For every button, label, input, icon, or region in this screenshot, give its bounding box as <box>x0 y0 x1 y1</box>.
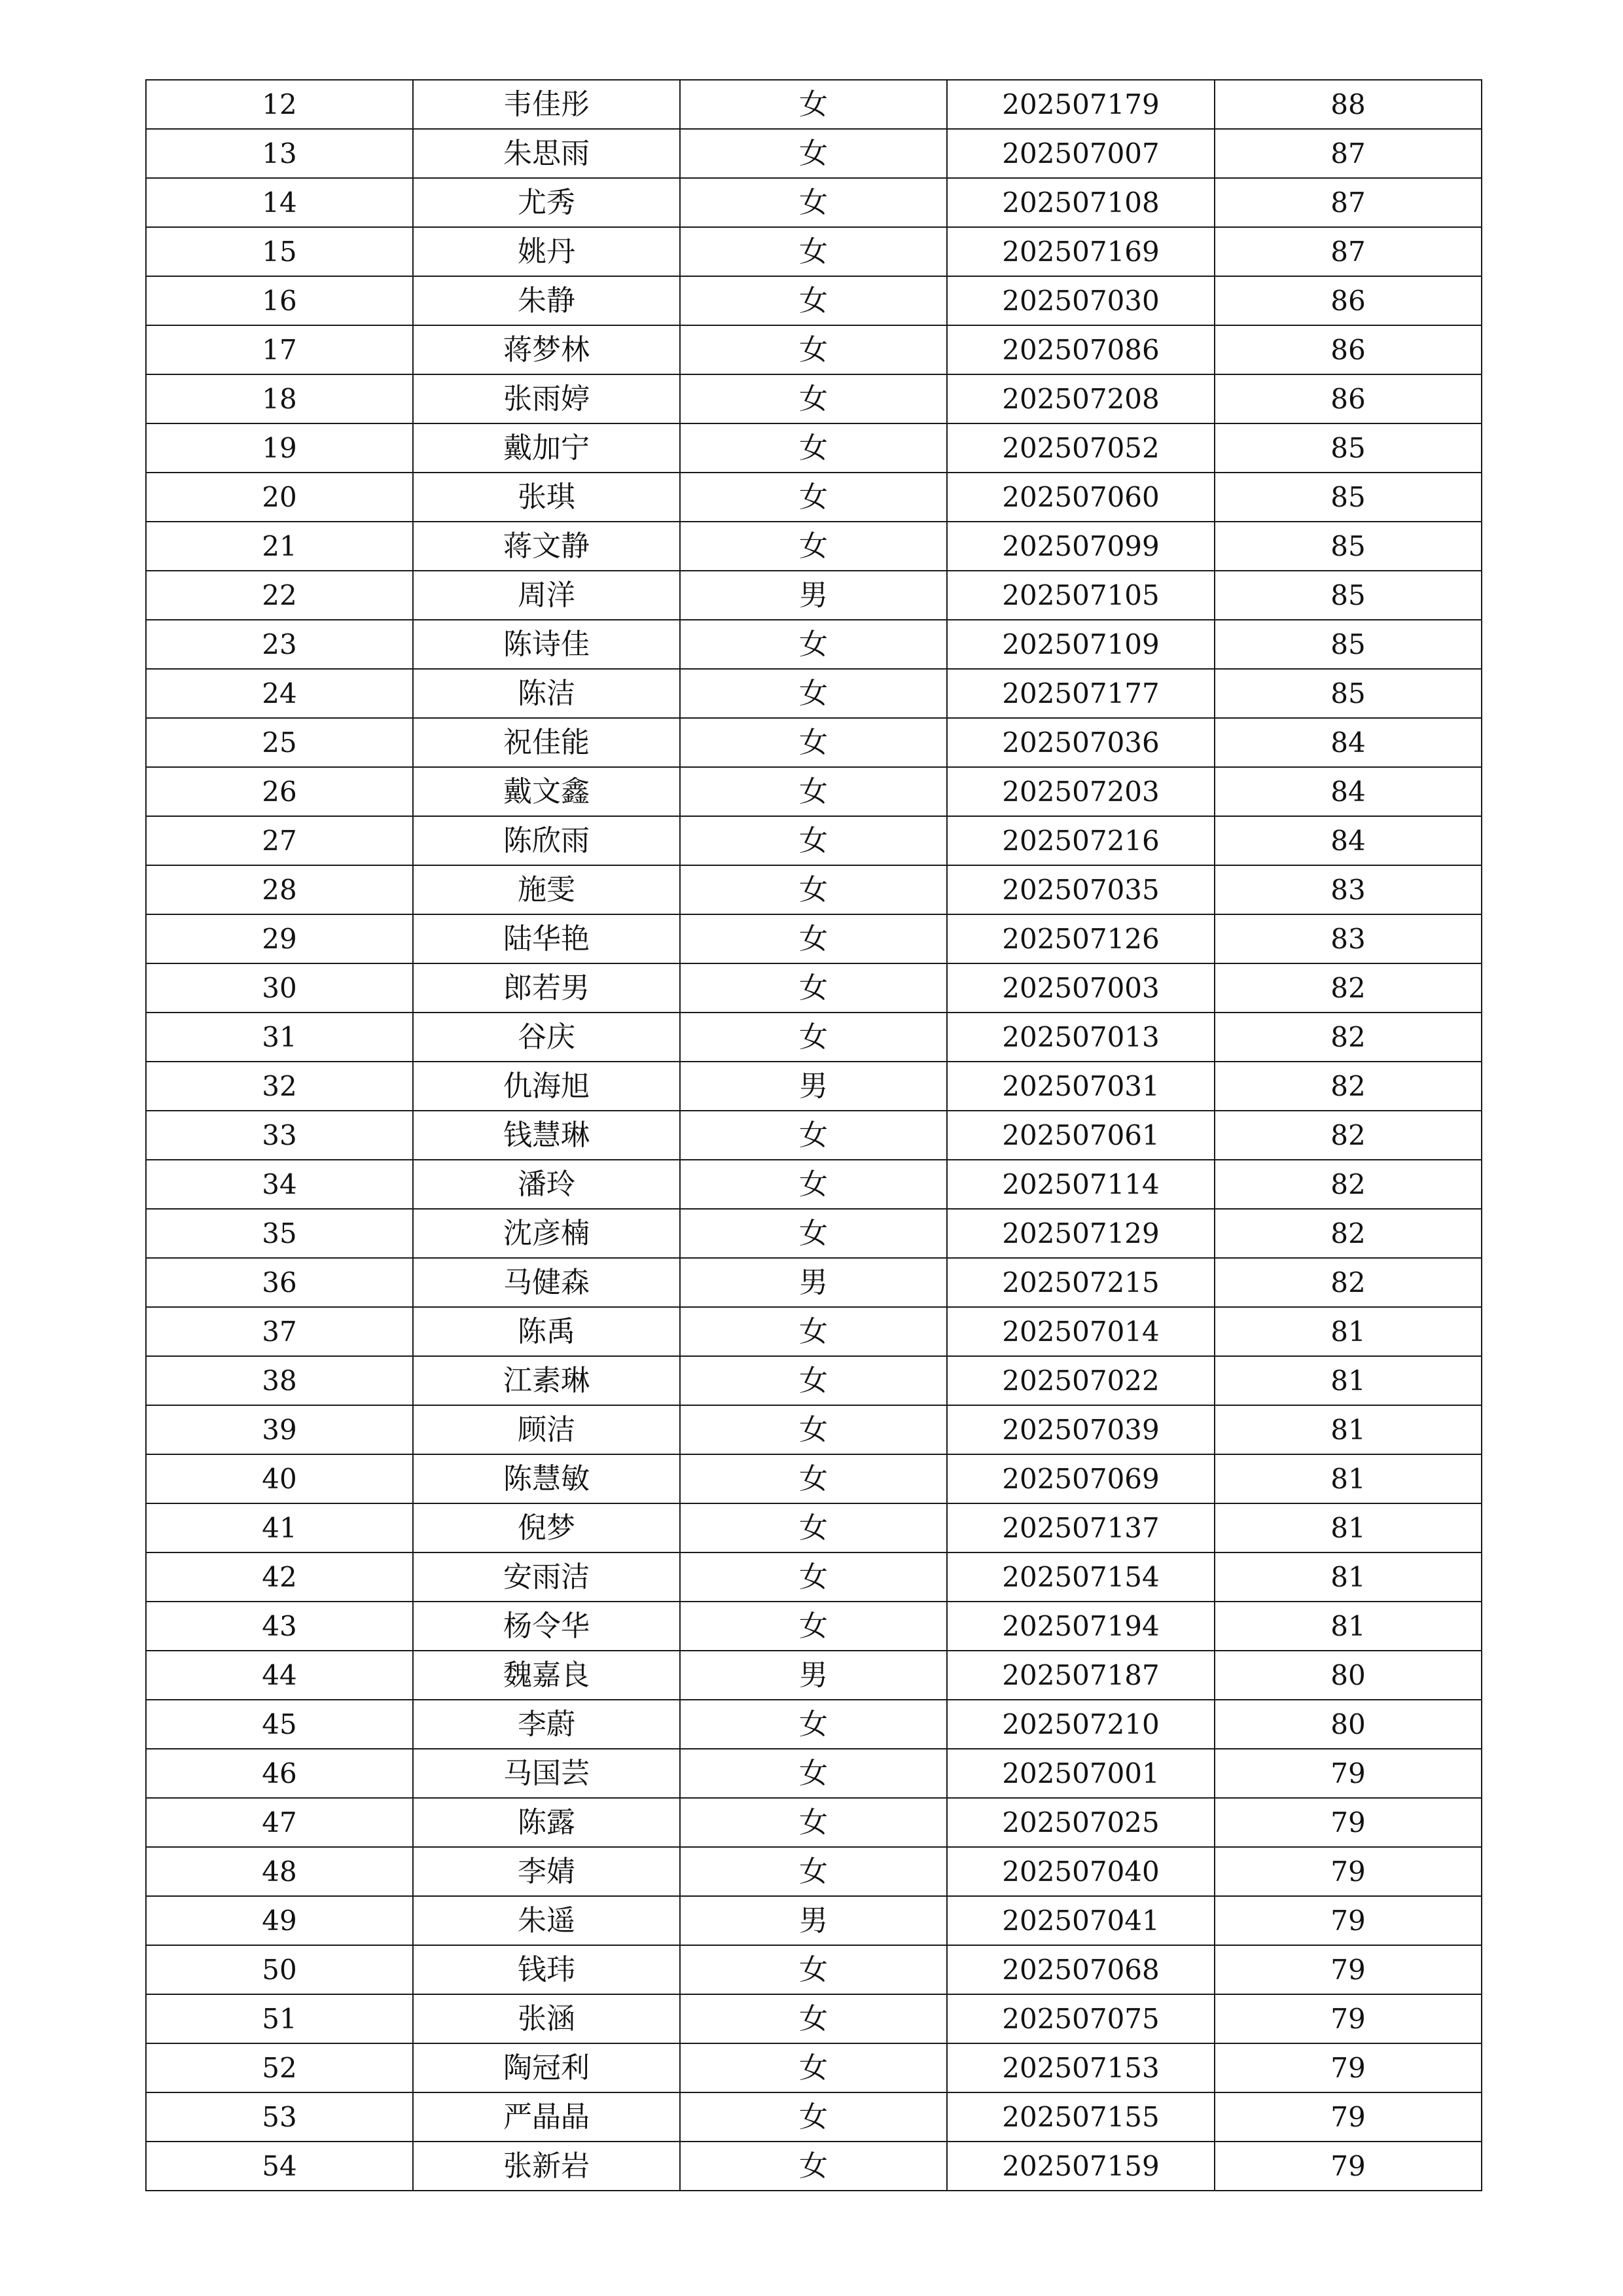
table-row <box>146 2092 1482 2142</box>
name-cell: 陈慧敏 <box>413 1454 680 1503</box>
rank-cell: 51 <box>146 1994 413 2043</box>
exam-id-cell: 202507035 <box>947 865 1215 914</box>
name-cell: 张新岩 <box>413 2142 680 2191</box>
rank-cell: 35 <box>146 1209 413 1258</box>
rank-cell: 45 <box>146 1700 413 1749</box>
score-cell: 85 <box>1215 473 1482 522</box>
score-cell: 85 <box>1215 522 1482 571</box>
gender-cell: 女 <box>680 374 947 423</box>
gender-cell: 女 <box>680 914 947 963</box>
rank-cell: 49 <box>146 1896 413 1945</box>
exam-id-cell: 202507052 <box>947 423 1215 473</box>
table-row <box>146 1209 1482 1258</box>
table-row <box>146 1552 1482 1602</box>
table-row <box>146 914 1482 963</box>
results-table <box>145 79 1482 2191</box>
exam-id-cell: 202507041 <box>947 1896 1215 1945</box>
rank-cell: 34 <box>146 1160 413 1209</box>
name-cell: 张琪 <box>413 473 680 522</box>
gender-cell: 女 <box>680 227 947 276</box>
score-cell: 82 <box>1215 1062 1482 1111</box>
exam-id-cell: 202507210 <box>947 1700 1215 1749</box>
score-cell: 81 <box>1215 1307 1482 1356</box>
name-cell: 陈洁 <box>413 669 680 718</box>
rank-cell: 30 <box>146 963 413 1013</box>
exam-id-cell: 202507216 <box>947 816 1215 865</box>
table-row <box>146 669 1482 718</box>
gender-cell: 女 <box>680 276 947 325</box>
gender-cell: 女 <box>680 1552 947 1602</box>
score-cell: 84 <box>1215 718 1482 767</box>
rank-cell: 44 <box>146 1651 413 1700</box>
rank-cell: 25 <box>146 718 413 767</box>
rank-cell: 29 <box>146 914 413 963</box>
score-cell: 81 <box>1215 1602 1482 1651</box>
score-cell: 84 <box>1215 816 1482 865</box>
gender-cell: 女 <box>680 767 947 816</box>
score-cell: 79 <box>1215 1847 1482 1896</box>
rank-cell: 13 <box>146 129 413 178</box>
name-cell: 李蔚 <box>413 1700 680 1749</box>
exam-id-cell: 202507126 <box>947 914 1215 963</box>
exam-id-cell: 202507075 <box>947 1994 1215 2043</box>
exam-id-cell: 202507001 <box>947 1749 1215 1798</box>
gender-cell: 女 <box>680 1209 947 1258</box>
gender-cell: 女 <box>680 1700 947 1749</box>
exam-id-cell: 202507030 <box>947 276 1215 325</box>
score-cell: 81 <box>1215 1405 1482 1454</box>
exam-id-cell: 202507003 <box>947 963 1215 1013</box>
name-cell: 戴文鑫 <box>413 767 680 816</box>
exam-id-cell: 202507060 <box>947 473 1215 522</box>
rank-cell: 54 <box>146 2142 413 2191</box>
table-row <box>146 1405 1482 1454</box>
rank-cell: 23 <box>146 620 413 669</box>
score-cell: 82 <box>1215 1258 1482 1307</box>
table-row <box>146 2043 1482 2092</box>
name-cell: 姚丹 <box>413 227 680 276</box>
rank-cell: 28 <box>146 865 413 914</box>
gender-cell: 女 <box>680 473 947 522</box>
gender-cell: 男 <box>680 571 947 620</box>
table-row <box>146 1307 1482 1356</box>
score-cell: 82 <box>1215 1111 1482 1160</box>
gender-cell: 女 <box>680 1356 947 1405</box>
rank-cell: 27 <box>146 816 413 865</box>
exam-id-cell: 202507187 <box>947 1651 1215 1700</box>
rank-cell: 38 <box>146 1356 413 1405</box>
exam-id-cell: 202507194 <box>947 1602 1215 1651</box>
rank-cell: 12 <box>146 80 413 129</box>
name-cell: 陈露 <box>413 1798 680 1847</box>
gender-cell: 女 <box>680 1405 947 1454</box>
exam-id-cell: 202507068 <box>947 1945 1215 1994</box>
name-cell: 顾洁 <box>413 1405 680 1454</box>
name-cell: 谷庆 <box>413 1013 680 1062</box>
score-cell: 79 <box>1215 1994 1482 2043</box>
score-cell: 87 <box>1215 129 1482 178</box>
gender-cell: 女 <box>680 2043 947 2092</box>
gender-cell: 女 <box>680 1111 947 1160</box>
score-cell: 79 <box>1215 2092 1482 2142</box>
rank-cell: 53 <box>146 2092 413 2142</box>
exam-id-cell: 202507179 <box>947 80 1215 129</box>
rank-cell: 26 <box>146 767 413 816</box>
rank-cell: 31 <box>146 1013 413 1062</box>
exam-id-cell: 202507007 <box>947 129 1215 178</box>
rank-cell: 16 <box>146 276 413 325</box>
table-row <box>146 1356 1482 1405</box>
gender-cell: 女 <box>680 1307 947 1356</box>
exam-id-cell: 202507215 <box>947 1258 1215 1307</box>
name-cell: 杨令华 <box>413 1602 680 1651</box>
score-cell: 83 <box>1215 865 1482 914</box>
gender-cell: 女 <box>680 718 947 767</box>
table-row <box>146 1503 1482 1552</box>
score-cell: 85 <box>1215 620 1482 669</box>
name-cell: 蒋梦林 <box>413 325 680 374</box>
table-row <box>146 227 1482 276</box>
name-cell: 江素琳 <box>413 1356 680 1405</box>
name-cell: 周洋 <box>413 571 680 620</box>
score-cell: 79 <box>1215 2043 1482 2092</box>
score-cell: 84 <box>1215 767 1482 816</box>
rank-cell: 42 <box>146 1552 413 1602</box>
name-cell: 戴加宁 <box>413 423 680 473</box>
gender-cell: 女 <box>680 2092 947 2142</box>
score-cell: 80 <box>1215 1651 1482 1700</box>
gender-cell: 女 <box>680 1749 947 1798</box>
gender-cell: 男 <box>680 1651 947 1700</box>
score-cell: 82 <box>1215 1160 1482 1209</box>
name-cell: 祝佳能 <box>413 718 680 767</box>
table-row <box>146 767 1482 816</box>
exam-id-cell: 202507036 <box>947 718 1215 767</box>
table-row <box>146 473 1482 522</box>
table-row <box>146 423 1482 473</box>
table-row <box>146 1896 1482 1945</box>
table-row <box>146 325 1482 374</box>
table-row <box>146 1749 1482 1798</box>
gender-cell: 女 <box>680 2142 947 2191</box>
table-row <box>146 816 1482 865</box>
gender-cell: 女 <box>680 80 947 129</box>
table-row <box>146 963 1482 1013</box>
table-row <box>146 1700 1482 1749</box>
gender-cell: 女 <box>680 963 947 1013</box>
table-row <box>146 1651 1482 1700</box>
rank-cell: 14 <box>146 178 413 227</box>
results-table-body <box>146 80 1482 2191</box>
name-cell: 潘玲 <box>413 1160 680 1209</box>
rank-cell: 41 <box>146 1503 413 1552</box>
score-cell: 81 <box>1215 1552 1482 1602</box>
exam-id-cell: 202507069 <box>947 1454 1215 1503</box>
gender-cell: 女 <box>680 1160 947 1209</box>
exam-id-cell: 202507203 <box>947 767 1215 816</box>
score-cell: 82 <box>1215 1209 1482 1258</box>
gender-cell: 女 <box>680 865 947 914</box>
gender-cell: 女 <box>680 1945 947 1994</box>
exam-id-cell: 202507108 <box>947 178 1215 227</box>
gender-cell: 女 <box>680 1847 947 1896</box>
score-cell: 87 <box>1215 178 1482 227</box>
exam-id-cell: 202507022 <box>947 1356 1215 1405</box>
name-cell: 安雨洁 <box>413 1552 680 1602</box>
score-cell: 79 <box>1215 1896 1482 1945</box>
rank-cell: 47 <box>146 1798 413 1847</box>
rank-cell: 17 <box>146 325 413 374</box>
table-row <box>146 2142 1482 2191</box>
score-cell: 85 <box>1215 423 1482 473</box>
name-cell: 朱思雨 <box>413 129 680 178</box>
table-row <box>146 620 1482 669</box>
gender-cell: 女 <box>680 1994 947 2043</box>
exam-id-cell: 202507159 <box>947 2142 1215 2191</box>
score-cell: 81 <box>1215 1503 1482 1552</box>
gender-cell: 女 <box>680 1798 947 1847</box>
table-row <box>146 374 1482 423</box>
table-row <box>146 80 1482 129</box>
table-row <box>146 1994 1482 2043</box>
score-cell: 86 <box>1215 325 1482 374</box>
rank-cell: 19 <box>146 423 413 473</box>
score-cell: 83 <box>1215 914 1482 963</box>
table-row <box>146 865 1482 914</box>
exam-id-cell: 202507039 <box>947 1405 1215 1454</box>
name-cell: 陆华艳 <box>413 914 680 963</box>
name-cell: 李婧 <box>413 1847 680 1896</box>
rank-cell: 36 <box>146 1258 413 1307</box>
score-cell: 79 <box>1215 1798 1482 1847</box>
gender-cell: 女 <box>680 620 947 669</box>
name-cell: 张涵 <box>413 1994 680 2043</box>
name-cell: 郎若男 <box>413 963 680 1013</box>
exam-id-cell: 202507177 <box>947 669 1215 718</box>
name-cell: 魏嘉良 <box>413 1651 680 1700</box>
exam-id-cell: 202507025 <box>947 1798 1215 1847</box>
exam-id-cell: 202507014 <box>947 1307 1215 1356</box>
exam-id-cell: 202507040 <box>947 1847 1215 1896</box>
name-cell: 施雯 <box>413 865 680 914</box>
table-row <box>146 522 1482 571</box>
score-cell: 85 <box>1215 669 1482 718</box>
exam-id-cell: 202507169 <box>947 227 1215 276</box>
score-cell: 79 <box>1215 2142 1482 2191</box>
gender-cell: 女 <box>680 669 947 718</box>
exam-id-cell: 202507099 <box>947 522 1215 571</box>
table-row <box>146 1160 1482 1209</box>
rank-cell: 39 <box>146 1405 413 1454</box>
rank-cell: 24 <box>146 669 413 718</box>
exam-id-cell: 202507155 <box>947 2092 1215 2142</box>
name-cell: 沈彦楠 <box>413 1209 680 1258</box>
score-cell: 79 <box>1215 1945 1482 1994</box>
rank-cell: 18 <box>146 374 413 423</box>
rank-cell: 15 <box>146 227 413 276</box>
exam-id-cell: 202507086 <box>947 325 1215 374</box>
score-cell: 81 <box>1215 1454 1482 1503</box>
exam-id-cell: 202507061 <box>947 1111 1215 1160</box>
table-row <box>146 1602 1482 1651</box>
name-cell: 朱遥 <box>413 1896 680 1945</box>
gender-cell: 女 <box>680 522 947 571</box>
rank-cell: 43 <box>146 1602 413 1651</box>
exam-id-cell: 202507031 <box>947 1062 1215 1111</box>
table-row <box>146 1258 1482 1307</box>
score-cell: 87 <box>1215 227 1482 276</box>
gender-cell: 女 <box>680 325 947 374</box>
name-cell: 钱慧琳 <box>413 1111 680 1160</box>
score-cell: 86 <box>1215 276 1482 325</box>
score-cell: 86 <box>1215 374 1482 423</box>
exam-id-cell: 202507154 <box>947 1552 1215 1602</box>
name-cell: 陶冠利 <box>413 2043 680 2092</box>
exam-id-cell: 202507109 <box>947 620 1215 669</box>
gender-cell: 女 <box>680 129 947 178</box>
name-cell: 仇海旭 <box>413 1062 680 1111</box>
table-row <box>146 276 1482 325</box>
gender-cell: 女 <box>680 1503 947 1552</box>
gender-cell: 女 <box>680 1013 947 1062</box>
name-cell: 马国芸 <box>413 1749 680 1798</box>
gender-cell: 女 <box>680 1602 947 1651</box>
table-row <box>146 1111 1482 1160</box>
score-cell: 80 <box>1215 1700 1482 1749</box>
name-cell: 陈禹 <box>413 1307 680 1356</box>
gender-cell: 女 <box>680 816 947 865</box>
gender-cell: 女 <box>680 178 947 227</box>
name-cell: 张雨婷 <box>413 374 680 423</box>
gender-cell: 女 <box>680 1454 947 1503</box>
table-row <box>146 1847 1482 1896</box>
exam-id-cell: 202507105 <box>947 571 1215 620</box>
table-row <box>146 571 1482 620</box>
score-cell: 88 <box>1215 80 1482 129</box>
exam-id-cell: 202507129 <box>947 1209 1215 1258</box>
name-cell: 严晶晶 <box>413 2092 680 2142</box>
name-cell: 倪梦 <box>413 1503 680 1552</box>
name-cell: 钱玮 <box>413 1945 680 1994</box>
exam-id-cell: 202507137 <box>947 1503 1215 1552</box>
score-cell: 85 <box>1215 571 1482 620</box>
name-cell: 尤秀 <box>413 178 680 227</box>
table-row <box>146 1945 1482 1994</box>
rank-cell: 46 <box>146 1749 413 1798</box>
table-row <box>146 718 1482 767</box>
gender-cell: 男 <box>680 1896 947 1945</box>
exam-id-cell: 202507114 <box>947 1160 1215 1209</box>
score-cell: 79 <box>1215 1749 1482 1798</box>
table-row <box>146 1062 1482 1111</box>
score-cell: 82 <box>1215 1013 1482 1062</box>
rank-cell: 32 <box>146 1062 413 1111</box>
score-cell: 81 <box>1215 1356 1482 1405</box>
rank-cell: 20 <box>146 473 413 522</box>
exam-id-cell: 202507013 <box>947 1013 1215 1062</box>
gender-cell: 男 <box>680 1258 947 1307</box>
gender-cell: 男 <box>680 1062 947 1111</box>
table-row <box>146 178 1482 227</box>
rank-cell: 52 <box>146 2043 413 2092</box>
table-row <box>146 1013 1482 1062</box>
name-cell: 朱静 <box>413 276 680 325</box>
gender-cell: 女 <box>680 423 947 473</box>
rank-cell: 33 <box>146 1111 413 1160</box>
rank-cell: 37 <box>146 1307 413 1356</box>
rank-cell: 50 <box>146 1945 413 1994</box>
rank-cell: 22 <box>146 571 413 620</box>
name-cell: 陈欣雨 <box>413 816 680 865</box>
rank-cell: 48 <box>146 1847 413 1896</box>
table-row <box>146 129 1482 178</box>
score-cell: 82 <box>1215 963 1482 1013</box>
table-row <box>146 1454 1482 1503</box>
name-cell: 马健森 <box>413 1258 680 1307</box>
name-cell: 陈诗佳 <box>413 620 680 669</box>
table-row <box>146 1798 1482 1847</box>
name-cell: 韦佳彤 <box>413 80 680 129</box>
exam-id-cell: 202507208 <box>947 374 1215 423</box>
rank-cell: 21 <box>146 522 413 571</box>
exam-id-cell: 202507153 <box>947 2043 1215 2092</box>
rank-cell: 40 <box>146 1454 413 1503</box>
name-cell: 蒋文静 <box>413 522 680 571</box>
